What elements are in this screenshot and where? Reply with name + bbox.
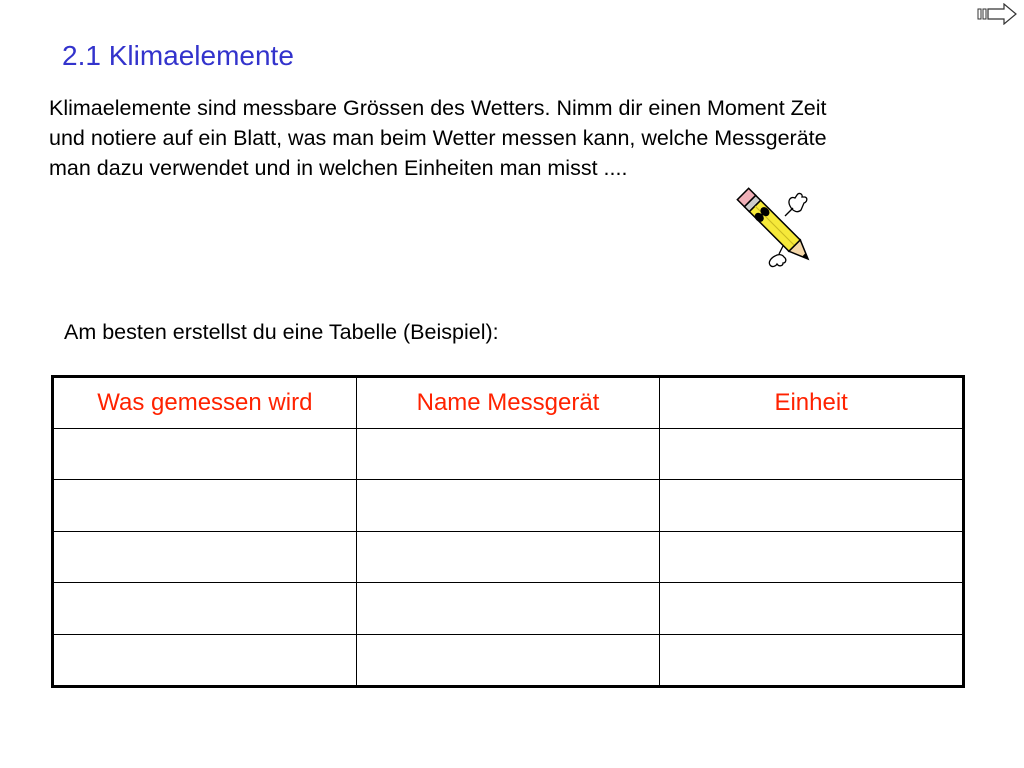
intro-text <box>49 93 989 183</box>
table-row <box>53 429 964 480</box>
table-caption: Am besten erstellst du eine Tabelle (Beispiel): <box>64 320 499 344</box>
table-cell <box>660 480 964 531</box>
table-cell <box>53 429 357 480</box>
table-cell <box>53 634 357 686</box>
pencil-cartoon-icon <box>735 186 825 270</box>
header-unit: Einheit <box>660 377 964 429</box>
table-row <box>53 634 964 686</box>
table-cell <box>356 531 660 582</box>
table-cell <box>53 583 357 634</box>
table-row <box>53 583 964 634</box>
measurement-table <box>51 375 965 688</box>
intro-line: und notiere auf ein Blatt, was man beim Wetter messen kann, welche Messgeräte <box>49 126 827 150</box>
next-arrow-icon[interactable] <box>977 3 1017 25</box>
intro-line: Klimaelemente sind messbare Grössen des Wetters. Nimm dir einen Moment Zeit <box>49 96 827 120</box>
table-cell <box>356 583 660 634</box>
table-cell <box>660 583 964 634</box>
table-cell <box>356 634 660 686</box>
table-cell <box>356 429 660 480</box>
page-title: 2.1 Klimaelemente <box>62 40 294 71</box>
table-row <box>53 480 964 531</box>
table-cell <box>356 480 660 531</box>
table-cell <box>660 531 964 582</box>
table-cell <box>660 634 964 686</box>
intro-line: man dazu verwendet und in welchen Einheiten man misst .... <box>49 156 628 180</box>
table-cell <box>53 531 357 582</box>
header-measured-quantity: Was gemessen wird <box>53 377 357 429</box>
table-row <box>53 531 964 582</box>
table-cell <box>660 429 964 480</box>
table-header-row <box>53 377 964 429</box>
table-cell <box>53 480 357 531</box>
header-instrument-name: Name Messgerät <box>356 377 660 429</box>
